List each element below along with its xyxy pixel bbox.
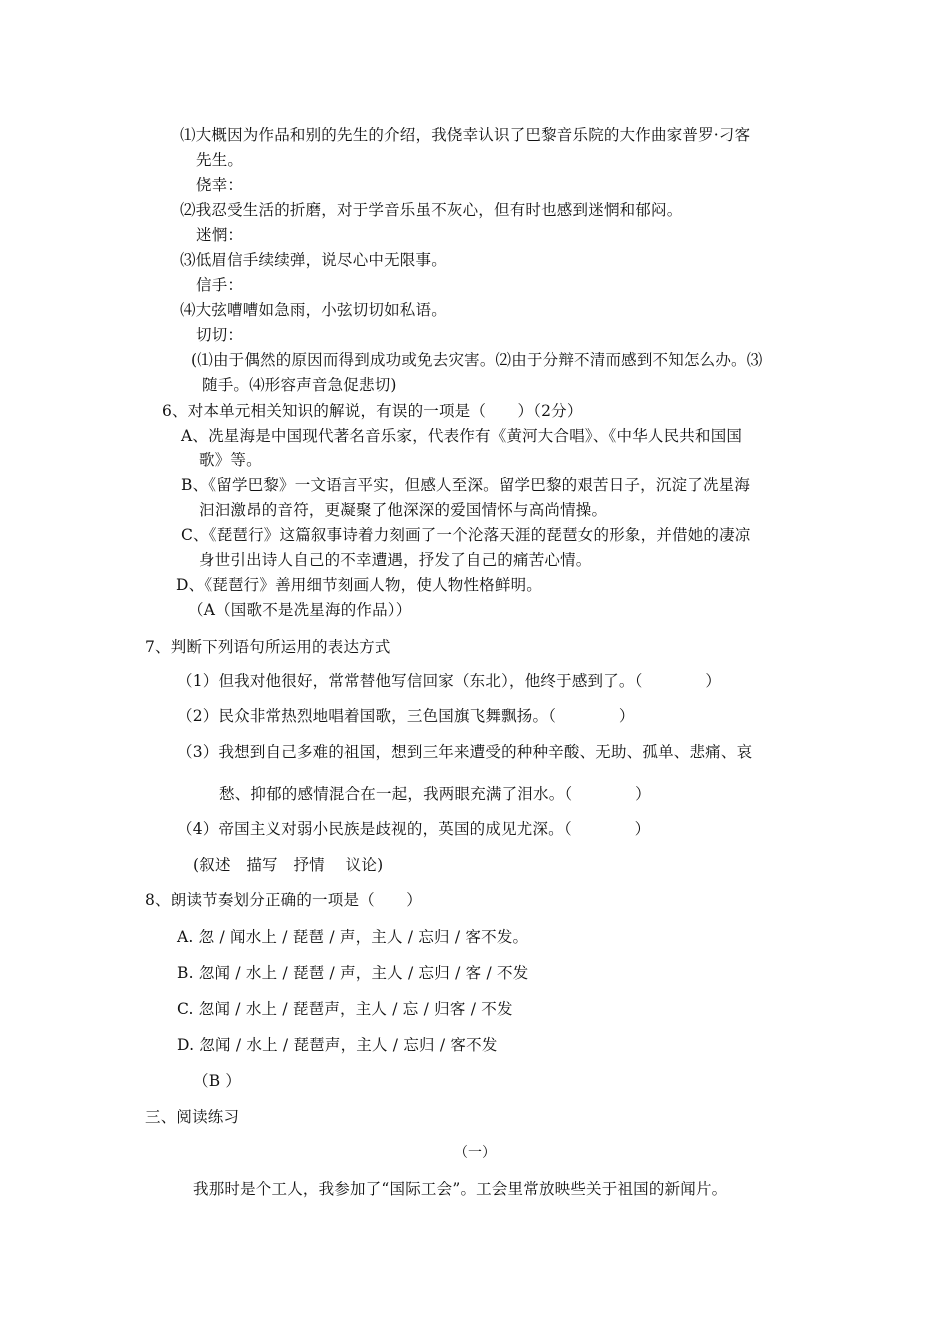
vocab-term-2: 迷惘：: [196, 226, 244, 244]
q7-stem: 7、判断下列语句所运用的表达方式: [145, 638, 391, 656]
vocab-answer-line-2: 随手。⑷形容声音急促悲切): [202, 376, 397, 394]
vocab-answer-line-1: (⑴由于偶然的原因而得到成功或免去灾害。⑵由于分辩不清而感到不知怎么办。⑶: [191, 351, 763, 369]
q8-option-b: B. 忽闻 / 水上 / 琵琶 / 声，主人 / 忘归 / 客 / 不发: [177, 964, 529, 982]
vocab-sentence-2: ⑵我忍受生活的折磨，对于学音乐虽不灰心，但有时也感到迷惘和郁闷。: [180, 201, 683, 219]
q8-stem: 8、朗读节奏划分正确的一项是（ ）: [145, 891, 422, 909]
q6-answer: （A（国歌不是冼星海的作品））: [188, 601, 412, 619]
vocab-term-1: 侥幸：: [196, 176, 244, 194]
q6-stem: 6、对本单元相关知识的解说，有误的一项是（ ）（2分）: [162, 402, 583, 420]
vocab-sentence-3: ⑶低眉信手续续弹，说尽心中无限事。: [180, 251, 447, 269]
vocab-term-3: 信手：: [196, 276, 244, 294]
q7-item-4: （4）帝国主义对弱小民族是歧视的，英国的成见尤深。（ ）: [177, 820, 651, 838]
section-3-paragraph: 我那时是个工人，我参加了“国际工会”。工会里常放映些关于祖国的新闻片。: [193, 1180, 728, 1198]
vocab-sentence-4: ⑷大弦嘈嘈如急雨，小弦切切如私语。: [180, 301, 447, 319]
section-3-title: 三、阅读练习: [145, 1108, 240, 1126]
q7-answer: (叙述 描写 抒情 议论): [193, 856, 384, 874]
vocab-term-4: 切切：: [196, 326, 244, 344]
q8-option-a: A. 忽 / 闻水上 / 琵琶 / 声，主人 / 忘归 / 客不发。: [177, 928, 529, 946]
q6-option-d-line-1: D、《琵琶行》善用细节刻画人物，使人物性格鲜明。: [176, 576, 542, 594]
q7-item-1: （1）但我对他很好，常常替他写信回家（东北），他终于感到了。（ ）: [177, 672, 722, 690]
vocab-sentence-1: ⑴大概因为作品和别的先生的介绍，我侥幸认识了巴黎音乐院的大作曲家普罗·刁客: [180, 126, 751, 144]
q7-item-2: （2）民众非常热烈地唱着国歌，三色国旗飞舞飘扬。（ ）: [177, 707, 635, 725]
q6-option-a-line-2: 歌》等。: [199, 451, 262, 469]
q7-item-3-cont: 愁、抑郁的感情混合在一起，我两眼充满了泪水。（ ）: [219, 785, 651, 803]
q7-item-3: （3）我想到自己多难的祖国，想到三年来遭受的种种辛酸、无助、孤单、悲痛、哀: [177, 743, 753, 761]
q8-option-d: D. 忽闻 / 水上 / 琵琶声，主人 / 忘归 / 客不发: [177, 1036, 498, 1054]
q6-option-a-line-1: A、冼星海是中国现代著名音乐家，代表作有《黄河大合唱》、《中华人民共和国国: [181, 427, 743, 445]
q6-option-c-line-1: C、《琵琶行》这篇叙事诗着力刻画了一个沦落天涯的琵琶女的形象，并借她的凄凉: [181, 526, 751, 544]
q6-option-b-line-2: 汩汩激昂的音符，更凝聚了他深深的爱国情怀与高尚情操。: [199, 501, 608, 519]
section-3-part-label: （一）: [454, 1145, 496, 1161]
q8-option-c: C. 忽闻 / 水上 / 琵琶声，主人 / 忘 / 归客 / 不发: [177, 1000, 513, 1018]
q8-answer: （B ）: [193, 1072, 242, 1090]
vocab-sentence-1-cont: 先生。: [196, 151, 244, 169]
q6-option-c-line-2: 身世引出诗人自己的不幸遭遇，抒发了自己的痛苦心情。: [199, 551, 592, 569]
q6-option-b-line-1: B、《留学巴黎》一文语言平实，但感人至深。留学巴黎的艰苦日子，沉淀了冼星海: [181, 476, 751, 494]
